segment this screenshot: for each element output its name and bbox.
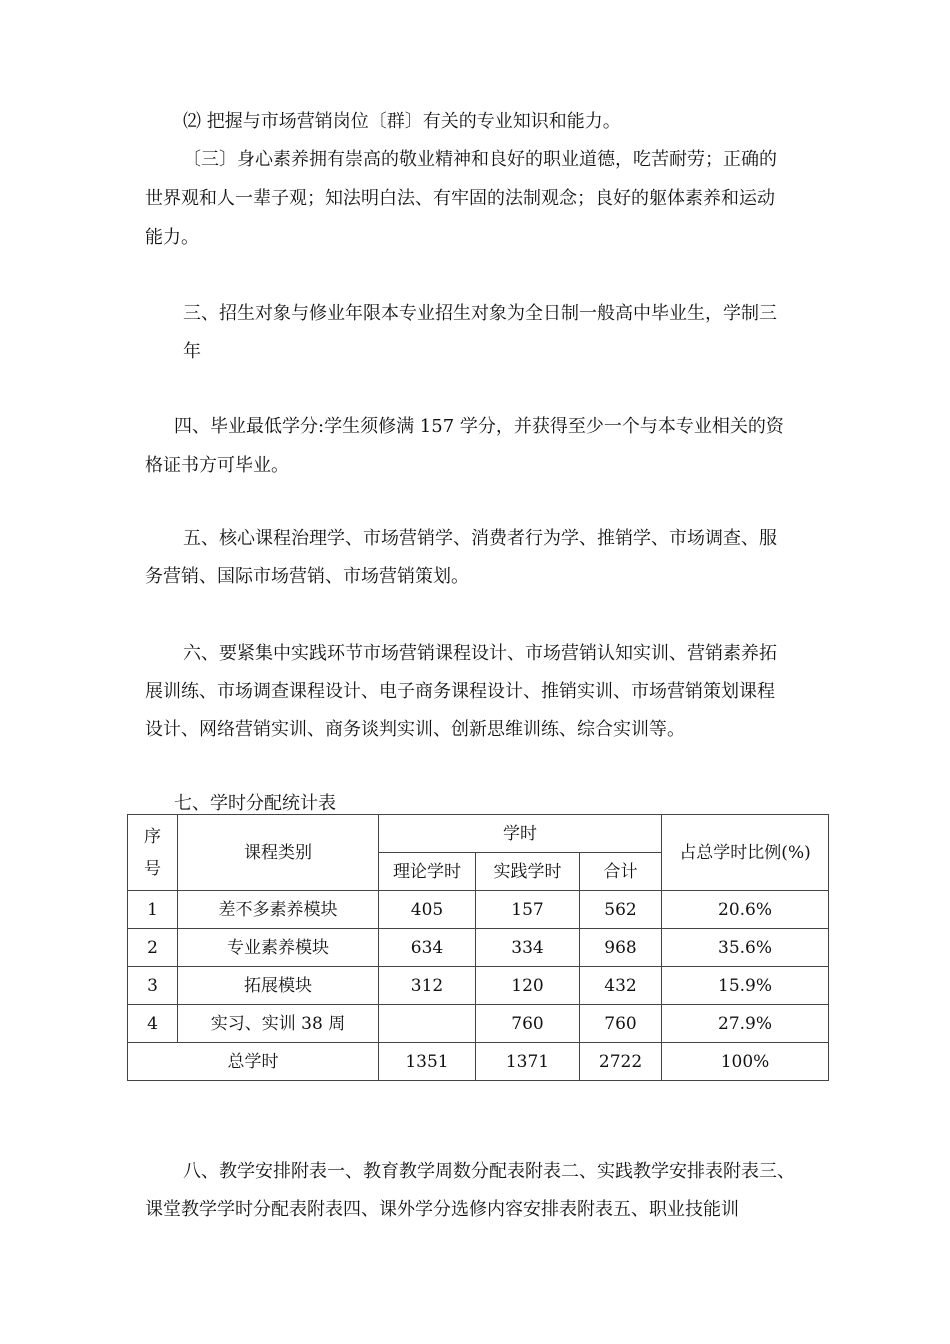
cell-theory: 405 bbox=[379, 891, 476, 929]
cell-total: 968 bbox=[580, 929, 662, 967]
cell-total: 760 bbox=[580, 1005, 662, 1043]
cell-theory: 312 bbox=[379, 967, 476, 1005]
header-theory: 理论学时 bbox=[379, 853, 476, 891]
cell-ratio: 35.6% bbox=[662, 929, 829, 967]
cell-category: 实习、实训 38 周 bbox=[178, 1005, 379, 1043]
cell-index: 2 bbox=[128, 929, 178, 967]
cell-practice: 157 bbox=[476, 891, 580, 929]
header-category: 课程类别 bbox=[178, 815, 379, 891]
header-index-top: 序 bbox=[144, 826, 161, 847]
table-header-row bbox=[128, 815, 829, 853]
cell-theory bbox=[379, 1005, 476, 1043]
paragraph-5-line-2: 务营销、国际市场营销、市场营销策划。 bbox=[145, 566, 469, 587]
paragraph-1-line-1: ⑵ 把握与市场营销岗位〔群〕有关的专业知识和能力。 bbox=[183, 111, 621, 132]
header-index bbox=[128, 815, 178, 891]
cell-category: 拓展模块 bbox=[178, 967, 379, 1005]
paragraph-2-line-3: 能力。 bbox=[145, 227, 199, 248]
table-row bbox=[128, 967, 829, 1005]
cell-index: 3 bbox=[128, 967, 178, 1005]
header-practice: 实践学时 bbox=[476, 853, 580, 891]
paragraph-4-line-2: 格证书方可毕业。 bbox=[145, 455, 289, 476]
hours-allocation-table bbox=[127, 814, 829, 1081]
cell-ratio: 15.9% bbox=[662, 967, 829, 1005]
cell-practice: 334 bbox=[476, 929, 580, 967]
header-hours: 学时 bbox=[379, 815, 662, 853]
cell-index: 1 bbox=[128, 891, 178, 929]
cell-practice: 760 bbox=[476, 1005, 580, 1043]
paragraph-8-line-2: 课堂教学学时分配表附表四、课外学分选修内容安排表附表五、职业技能训 bbox=[145, 1199, 739, 1220]
table-row bbox=[128, 929, 829, 967]
table-row bbox=[128, 1005, 829, 1043]
header-index-bottom: 号 bbox=[144, 858, 161, 879]
table-summary-row bbox=[128, 1043, 829, 1081]
paragraph-8-line-1: 八、教学安排附表一、教育教学周数分配表附表二、实践教学安排表附表三、 bbox=[183, 1161, 795, 1182]
paragraph-6-line-3: 设计、网络营销实训、商务谈判实训、创新思维训练、综合实训等。 bbox=[145, 719, 685, 740]
paragraph-2-line-2: 世界观和人一辈子观；知法明白法、有牢固的法制观念；良好的躯体素养和运动 bbox=[145, 188, 775, 209]
cell-ratio: 20.6% bbox=[662, 891, 829, 929]
cell-category: 差不多素养模块 bbox=[178, 891, 379, 929]
summary-theory: 1351 bbox=[379, 1043, 476, 1081]
summary-total: 2722 bbox=[580, 1043, 662, 1081]
paragraph-6-line-1: 六、要紧集中实践环节市场营销课程设计、市场营销认知实训、营销素养拓 bbox=[183, 643, 777, 664]
paragraph-6-line-2: 展训练、市场调查课程设计、电子商务课程设计、推销实训、市场营销策划课程 bbox=[145, 681, 775, 702]
cell-index: 4 bbox=[128, 1005, 178, 1043]
table-row bbox=[128, 891, 829, 929]
cell-category: 专业素养模块 bbox=[178, 929, 379, 967]
summary-label: 总学时 bbox=[128, 1043, 379, 1081]
paragraph-3-line-2: 年 bbox=[183, 341, 201, 362]
header-total: 合计 bbox=[580, 853, 662, 891]
cell-theory: 634 bbox=[379, 929, 476, 967]
cell-total: 562 bbox=[580, 891, 662, 929]
summary-ratio: 100% bbox=[662, 1043, 829, 1081]
cell-total: 432 bbox=[580, 967, 662, 1005]
paragraph-5-line-1: 五、核心课程治理学、市场营销学、消费者行为学、推销学、市场调查、服 bbox=[183, 528, 777, 549]
summary-practice: 1371 bbox=[476, 1043, 580, 1081]
paragraph-4-line-1: 四、毕业最低学分:学生须修满 157 学分，并获得至少一个与本专业相关的资 bbox=[174, 416, 784, 437]
paragraph-3-line-1: 三、招生对象与修业年限本专业招生对象为全日制一般高中毕业生，学制三 bbox=[183, 303, 777, 324]
header-ratio: 占总学时比例(%) bbox=[662, 815, 829, 891]
paragraph-2-line-1: 〔三〕身心素养拥有崇高的敬业精神和良好的职业道德，吃苦耐劳；正确的 bbox=[183, 149, 777, 170]
table-caption: 七、学时分配统计表 bbox=[174, 793, 336, 814]
cell-ratio: 27.9% bbox=[662, 1005, 829, 1043]
cell-practice: 120 bbox=[476, 967, 580, 1005]
